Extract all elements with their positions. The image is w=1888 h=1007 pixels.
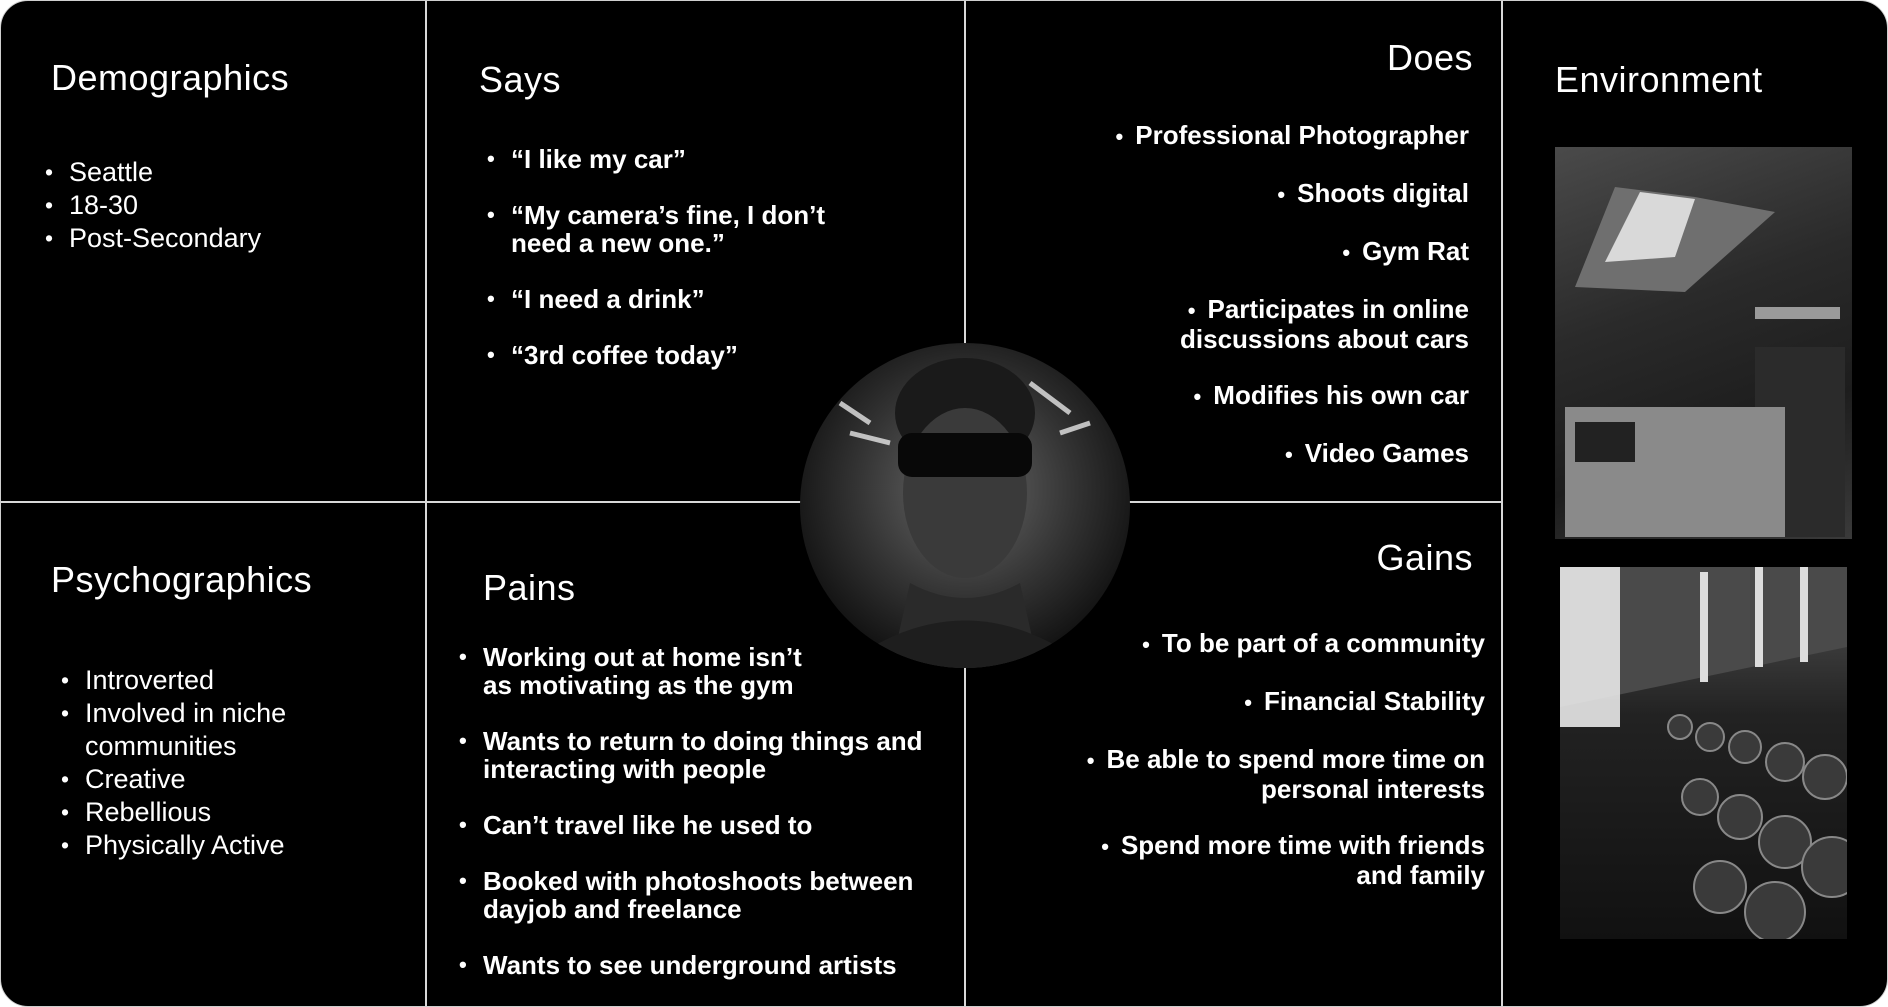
list-item: • “I need a drink”: [487, 285, 825, 313]
gym-photo: [1560, 567, 1847, 939]
does-list: [1116, 121, 1469, 497]
list-item: • To be part of a community: [1087, 629, 1485, 659]
list-item: • 18-30: [45, 189, 261, 222]
list-item: • Shoots digital: [1116, 179, 1469, 209]
list-item: • Rebellious: [61, 796, 286, 829]
list-item: • Booked with photoshoots between dayjob and freelance: [459, 867, 923, 923]
list-item: • Involved in niche communities: [61, 697, 286, 763]
list-item: • Professional Photographer: [1116, 121, 1469, 151]
list-item: • Gym Rat: [1116, 237, 1469, 267]
persona-avatar: [800, 343, 1130, 668]
divider: [1501, 1, 1503, 1006]
list-item: • Working out at home isn’t as motivating as the gym: [459, 643, 923, 699]
psychographics-list: [61, 664, 286, 862]
list-item: • “My camera’s fine, I don’t need a new one.”: [487, 201, 825, 257]
says-list: [487, 145, 825, 397]
gains-title: Gains: [1376, 537, 1473, 578]
environment-title: Environment: [1555, 59, 1763, 100]
list-item: • Physically Active: [61, 829, 286, 862]
list-item: • Financial Stability: [1087, 687, 1485, 717]
list-item: • Spend more time with friends and family: [1087, 831, 1485, 889]
gains-list: [1087, 629, 1485, 917]
list-item: • Creative: [61, 763, 286, 796]
divider: [1, 501, 1502, 503]
list-item: • Can’t travel like he used to: [459, 811, 923, 839]
does-title: Does: [1386, 37, 1473, 78]
psychographics-title: Psychographics: [51, 559, 313, 600]
list-item: • Seattle: [45, 156, 261, 189]
list-item: • Introverted: [61, 664, 286, 697]
demographics-list: [45, 156, 261, 255]
bedroom-photo: [1555, 147, 1852, 539]
divider: [425, 1, 427, 1006]
list-item: • Be able to spend more time on personal interests: [1087, 745, 1485, 803]
list-item: • Post-Secondary: [45, 222, 261, 255]
list-item: • Modifies his own car: [1116, 381, 1469, 411]
list-item: • “I like my car”: [487, 145, 825, 173]
pains-title: Pains: [483, 567, 576, 608]
demographics-title: Demographics: [51, 57, 290, 98]
list-item: • “3rd coffee today”: [487, 341, 825, 369]
list-item: • Wants to return to doing things and interacting with people: [459, 727, 923, 783]
list-item: • Wants to see underground artists: [459, 951, 923, 979]
pains-list: [459, 643, 923, 1007]
list-item: • Video Games: [1116, 439, 1469, 469]
says-title: Says: [479, 59, 562, 100]
list-item: • Participates in online discussions about cars: [1116, 295, 1469, 353]
